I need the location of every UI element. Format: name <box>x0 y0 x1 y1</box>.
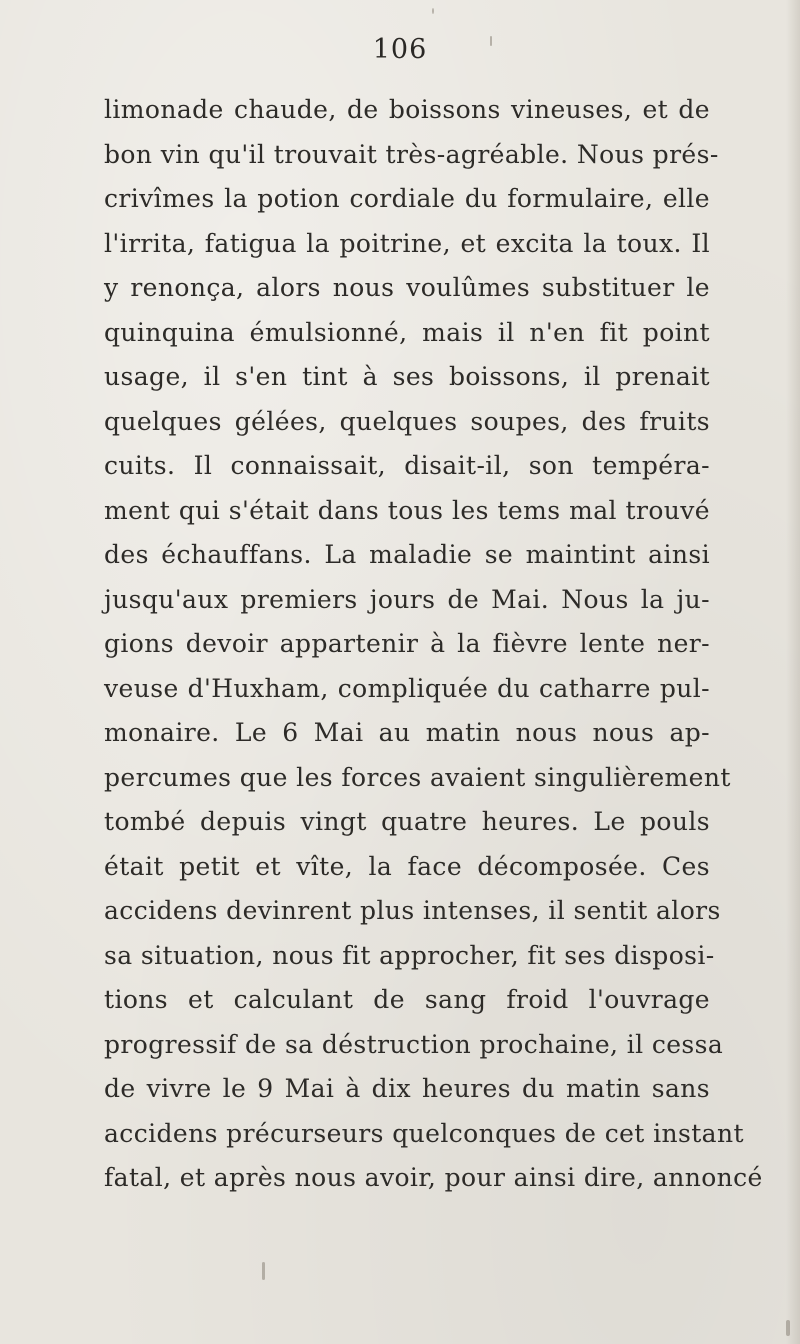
text-line: des échauffans. La maladie se maintint ainsi <box>104 540 710 569</box>
body-text <box>104 88 763 1201</box>
text-line: de vivre le 9 Mai à dix heures du matin sans <box>104 1074 710 1103</box>
paper-speck <box>432 8 434 14</box>
text-line: cuits. Il connaissait, disait-il, son tempéra- <box>104 451 710 480</box>
text-line: était petit et vîte, la face décomposée. Ces <box>104 851 710 881</box>
text-line: quinquina émulsionné, mais il n'en fit point <box>104 317 710 347</box>
text-line: veuse d'Huxham, compliquée du catharre pul- <box>104 673 710 703</box>
paper-speck <box>490 36 492 46</box>
text-line: usage, il s'en tint à ses boissons, il prenait <box>104 362 710 391</box>
text-line: monaire. Le 6 Mai au matin nous nous ap- <box>104 718 710 747</box>
text-line: sa situation, nous fit approcher, fit ses disposi- <box>104 940 715 970</box>
text-line: bon vin qu'il trouvait très-agréable. Nous prés- <box>104 139 719 169</box>
page-number: 106 <box>372 34 428 65</box>
text-line: jusqu'aux premiers jours de Mai. Nous la ju- <box>104 584 710 614</box>
text-line: percumes que les forces avaient singulièrement <box>104 762 731 792</box>
text-line: tombé depuis vingt quatre heures. Le pouls <box>104 807 710 836</box>
text-line: ment qui s'était dans tous les tems mal trouvé <box>104 495 710 525</box>
text-line: quelques gélées, quelques soupes, des fruits <box>104 406 710 436</box>
text-line: gions devoir appartenir à la fièvre lente ner- <box>104 629 710 658</box>
text-line: progressif de sa déstruction prochaine, il cessa <box>104 1029 724 1059</box>
paper-speck <box>786 1320 790 1336</box>
text-line: accidens devinrent plus intenses, il sentit alors <box>104 896 721 925</box>
text-line: l'irrita, fatigua la poitrine, et excita la toux. Il <box>104 228 710 258</box>
text-line: y renonça, alors nous voulûmes substituer le <box>104 273 710 302</box>
text-line: accidens précurseurs quelconques de cet instant <box>104 1118 744 1148</box>
text-line: fatal, et après nous avoir, pour ainsi dire, annoncé <box>104 1163 763 1192</box>
text-line: tions et calculant de sang froid l'ouvrage <box>104 985 710 1014</box>
text-line: crivîmes la potion cordiale du formulaire, elle <box>104 184 710 213</box>
paper-speck <box>262 1262 265 1280</box>
text-line: limonade chaude, de boissons vineuses, et de <box>104 95 710 124</box>
page-edge-shadow <box>786 0 800 1344</box>
